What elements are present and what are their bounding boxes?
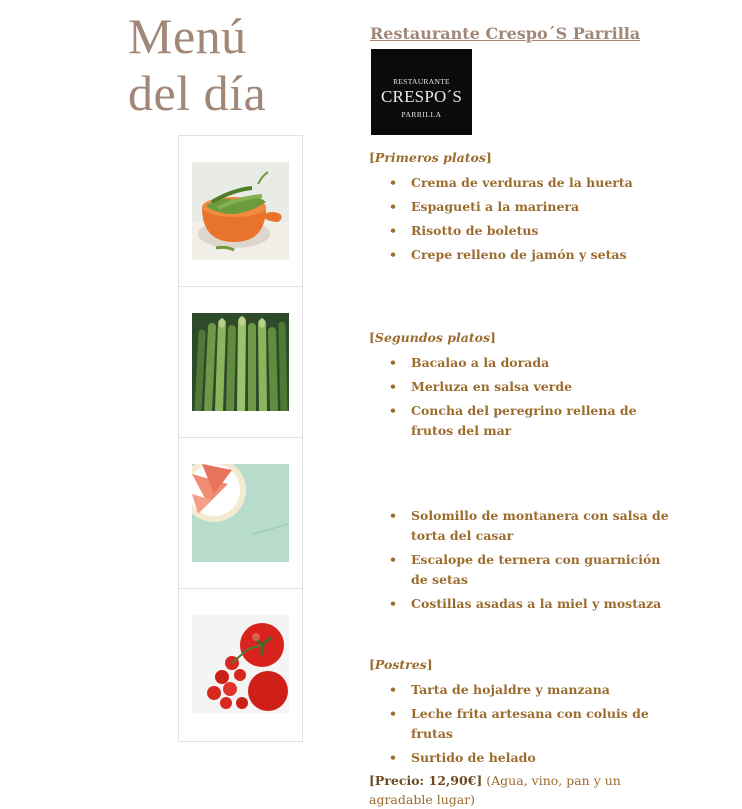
list-postres: [369, 680, 669, 772]
logo-main-text: CRESPO´S: [381, 87, 462, 106]
list-item: • Concha del peregrino rellena de frutos del mar: [369, 401, 669, 441]
photo-cell: [179, 136, 302, 287]
tomatoes-image: [192, 615, 289, 713]
list-item: • Solomillo de montanera con salsa de torta del casar: [369, 506, 669, 546]
list-item: • Crema de verduras de la huerta: [369, 173, 669, 193]
restaurant-logo: [371, 49, 472, 135]
list-item: • Merluza en salsa verde: [369, 377, 669, 397]
restaurant-name[interactable]: Restaurante Crespo´S Parrilla: [370, 24, 641, 43]
list-item: • Risotto de boletus: [369, 221, 669, 241]
green-beans-bowl-image: [192, 162, 289, 260]
list-item: • Costillas asadas a la miel y mostaza: [369, 594, 669, 614]
menu-title-line2: del día: [128, 65, 267, 121]
grapefruit-plate-image: [192, 464, 289, 562]
photo-column: [178, 135, 303, 742]
menu-title: [128, 8, 266, 122]
price-label: Precio: 12,90€: [374, 773, 477, 788]
list-item: • Bacalao a la dorada: [369, 353, 669, 373]
menu-title-line1: Menú: [128, 8, 247, 64]
section-heading-postres: [Postres]: [369, 657, 433, 672]
section-heading-primeros: [Primeros platos]: [369, 150, 492, 165]
list-carnes: [369, 506, 669, 618]
list-item: • Tarta de hojaldre y manzana: [369, 680, 669, 700]
list-item: • Escalope de ternera con guarnición de setas: [369, 550, 669, 590]
list-item: • Leche frita artesana con coluis de frutas: [369, 704, 669, 744]
section-heading-segundos: [Segundos platos]: [369, 330, 496, 345]
list-item: • Espagueti a la marinera: [369, 197, 669, 217]
list-primeros: [369, 173, 669, 269]
list-item: • Crepe relleno de jamón y setas: [369, 245, 669, 265]
logo-bottom-text: PARRILLA: [401, 110, 442, 119]
list-item: • Surtido de helado: [369, 748, 669, 768]
list-segundos: [369, 353, 669, 445]
asparagus-image: [192, 313, 289, 411]
photo-cell: [179, 287, 302, 438]
price-line: [Precio: 12,90€] (Agua, vino, pan y un agradable lugar): [369, 773, 621, 807]
price-note: (Agua, vino, pan y un agradable lugar): [369, 773, 621, 807]
photo-cell: [179, 438, 302, 589]
photo-cell: [179, 589, 302, 739]
logo-top-text: RESTAURANTE: [393, 77, 450, 86]
